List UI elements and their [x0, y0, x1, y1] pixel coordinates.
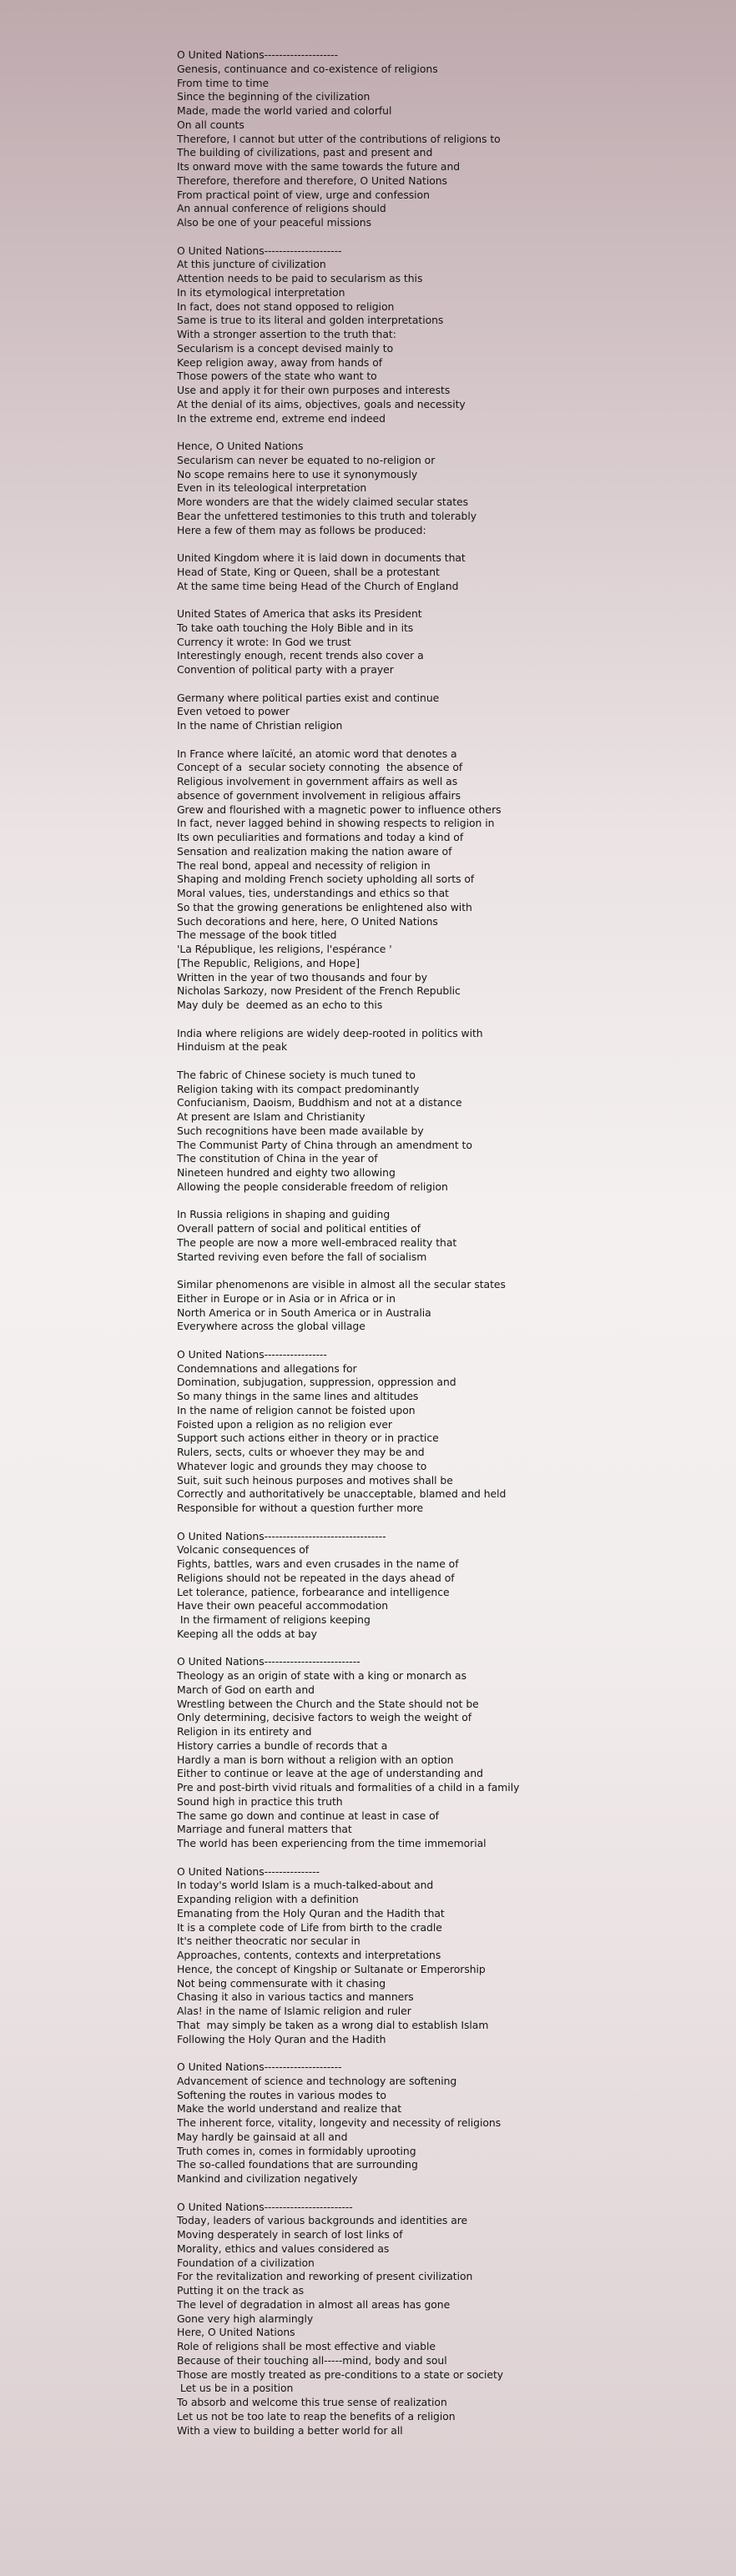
- poem-line: Whatever logic and grounds they may choose to: [177, 1459, 427, 1472]
- poem-line: Correctly and authoritatively be unacceptable, blamed and held: [177, 1487, 507, 1501]
- poem-line: Hardly a man is born without a religion with an option: [177, 1753, 454, 1766]
- poem-line: So many things in the same lines and altitudes: [177, 1390, 419, 1402]
- poem-line: Pre and post-birth vivid rituals and formalities of a child in a family: [177, 1781, 520, 1794]
- poem-line: No scope remains here to use it synonymously: [177, 467, 418, 480]
- poem-line: Since the beginning of the civilization: [177, 90, 371, 103]
- poem-line: Secularism is a concept devised mainly to: [177, 341, 394, 355]
- poem-line: At the denial of its aims, objectives, goals and necessity: [177, 397, 466, 410]
- poem-stanza: [177, 1208, 711, 1264]
- poem-line: O United Nations---------------------: [177, 2060, 342, 2073]
- poem-line: Responsible for without a question further more: [177, 1502, 424, 1514]
- poem-line: At the same time being Head of the Church of England: [177, 579, 459, 592]
- poem-line: Interestingly enough, recent trends also cover a: [177, 649, 424, 662]
- poem-line: Those powers of the state who want to: [177, 370, 377, 383]
- poem-line: Let tolerance, patience, forbearance and intelligence: [177, 1585, 450, 1598]
- poem-line: Softening the routes in various modes to: [177, 2088, 386, 2101]
- poem-stanza: [177, 244, 711, 426]
- poem-line: With a stronger assertion to the truth that:: [177, 328, 396, 340]
- poem-line: Moving desperately in search of lost links of: [177, 2228, 403, 2241]
- poem-line: Hence, the concept of Kingship or Sultanate or Emperorship: [177, 1962, 486, 1975]
- poem-line: Putting it on the track as: [177, 2284, 305, 2297]
- poem-line: Suit, suit such heinous purposes and motives shall be: [177, 1473, 453, 1487]
- poem-stanza: [177, 2060, 711, 2186]
- poem-line: Domination, subjugation, suppression, oppression and: [177, 1376, 456, 1389]
- poem-line: Role of religions shall be most effective and viable: [177, 2340, 436, 2352]
- poem-line: Nicholas Sarkozy, now President of the French Republic: [177, 984, 461, 998]
- poem-line: It is a complete code of Life from birth to the cradle: [177, 1920, 442, 1934]
- poem-line: The building of civilizations, past and present and: [177, 146, 433, 159]
- poem-line: O United Nations---------------------: [177, 244, 342, 257]
- poem-line: Therefore, I cannot but utter of the contributions of religions to: [177, 132, 501, 145]
- poem-stanza: [177, 607, 711, 677]
- poem-line: The real bond, appeal and necessity of religion in: [177, 858, 431, 872]
- poem-line: Religions should not be repeated in the days ahead of: [177, 1571, 455, 1584]
- poem-line: Genesis, continuance and co-existence of religions: [177, 62, 438, 75]
- poem-line: Only determining, decisive factors to weigh the weight of: [177, 1711, 472, 1724]
- poem-line: Such decorations and here, here, O United Nations: [177, 914, 438, 928]
- poem-stanza: [177, 1027, 711, 1055]
- poem-line: Wrestling between the Church and the State should not be: [177, 1697, 479, 1710]
- poem-line: Therefore, therefore and therefore, O United Nations: [177, 174, 447, 187]
- poem-line: United Kingdom where it is laid down in documents that: [177, 551, 466, 564]
- poem-line: 'La République, les religions, l'espérance ': [177, 943, 392, 955]
- poem-stanza: [177, 692, 711, 733]
- poem-line: Grew and flourished with a magnetic power to influence others: [177, 802, 502, 816]
- poem-line: In the name of religion cannot be foisted upon: [177, 1403, 416, 1416]
- poem-line: The message of the book titled: [177, 928, 337, 942]
- poem-stanza: [177, 2201, 711, 2438]
- poem-line: Following the Holy Quran and the Hadith: [177, 2032, 386, 2045]
- poem-line: Its onward move with the same towards the future and: [177, 160, 461, 173]
- poem-line: O United Nations--------------------------: [177, 1655, 360, 1668]
- poem-line: Make the world understand and realize that: [177, 2102, 402, 2116]
- poem-line: Have their own peaceful accommodation: [177, 1599, 389, 1613]
- poem-stanza: [177, 1865, 711, 2047]
- poem-line: Overall pattern of social and political entities of: [177, 1222, 421, 1235]
- poem-line: Religion taking with its compact predominantly: [177, 1082, 420, 1095]
- poem-line: At present are Islam and Christianity: [177, 1110, 365, 1123]
- poem-line: Advancement of science and technology are softening: [177, 2074, 457, 2087]
- poem-line: O United Nations---------------------------------: [177, 1529, 386, 1542]
- poem-line: At this juncture of civilization: [177, 258, 326, 271]
- poem-line: In Russia religions in shaping and guiding: [177, 1208, 391, 1221]
- poem-line: The so-called foundations that are surrounding: [177, 2158, 418, 2171]
- poem-line: Let us not be too late to reap the benefits of a religion: [177, 2409, 456, 2423]
- poem-line: An annual conference of religions should: [177, 202, 386, 215]
- poem-line: Started reviving even before the fall of socialism: [177, 1250, 427, 1263]
- poem-line: United States of America that asks its President: [177, 607, 422, 620]
- poem-line: Here, O United Nations: [177, 2326, 295, 2339]
- poem-line: Use and apply it for their own purposes and interests: [177, 384, 451, 396]
- poem-line: Foisted upon a religion as no religion ever: [177, 1417, 392, 1431]
- poem-line: The inherent force, vitality, longevity and necessity of religions: [177, 2116, 502, 2129]
- poem-line: Fights, battles, wars and even crusades in the name of: [177, 1557, 459, 1570]
- poem-line: Sensation and realization making the nation aware of: [177, 844, 452, 858]
- poem-line: Foundation of a civilization: [177, 2256, 315, 2269]
- poem-stanza: [177, 48, 711, 230]
- poem-line: O United Nations------------------------: [177, 2200, 353, 2213]
- poem-stanza: [177, 551, 711, 593]
- poem-line: Truth comes in, comes in formidably uprooting: [177, 2144, 416, 2157]
- poem-line: It's neither theocratic nor secular in: [177, 1935, 360, 1948]
- poem-line: Attention needs to be paid to secularism as this: [177, 272, 423, 284]
- poem-body: [177, 48, 711, 2452]
- poem-stanza: [177, 1655, 711, 1851]
- poem-line: Emanating from the Holy Quran and the Hadith that: [177, 1906, 445, 1919]
- poem-line: O United Nations--------------------: [177, 48, 339, 61]
- poem-line: The fabric of Chinese society is much tuned to: [177, 1068, 416, 1081]
- poem-line: O United Nations---------------: [177, 1864, 320, 1878]
- poem-line: Sound high in practice this truth: [177, 1794, 343, 1808]
- poem-line: In France where laïcité, an atomic word that denotes a: [177, 747, 457, 760]
- poem-line: Let us be in a position: [177, 2382, 294, 2395]
- poem-line: Its own peculiarities and formations and today a kind of: [177, 831, 464, 843]
- poem-line: The constitution of China in the year of: [177, 1152, 378, 1165]
- poem-line: In the firmament of religions keeping: [177, 1613, 371, 1626]
- poem-stanza: [177, 747, 711, 1013]
- poem-line: In fact, never lagged behind in showing respects to religion in: [177, 817, 495, 830]
- poem-line: Rulers, sects, cults or whoever they may be and: [177, 1446, 425, 1458]
- poem-line: Here a few of them may as follows be produced:: [177, 523, 426, 536]
- poem-line: Moral values, ties, understandings and ethics so that: [177, 887, 449, 899]
- poem-line: Those are mostly treated as pre-conditions to a state or society: [177, 2367, 504, 2381]
- poem-line: India where religions are widely deep-rooted in politics with: [177, 1026, 483, 1039]
- poem-line: Made, made the world varied and colorful: [177, 104, 392, 117]
- poem-line: The people are now a more well-embraced reality that: [177, 1235, 457, 1249]
- poem-line: More wonders are that the widely claimed secular states: [177, 496, 469, 508]
- poem-line: Confucianism, Daoism, Buddhism and not at a distance: [177, 1096, 462, 1109]
- poem-line: Keeping all the odds at bay: [177, 1627, 317, 1640]
- poem-line: Keep religion away, away from hands of: [177, 355, 383, 369]
- poem-line: Hence, O United Nations: [177, 440, 304, 452]
- poem-line: Approaches, contents, contexts and interpretations: [177, 1949, 441, 1961]
- poem-line: May duly be deemed as an echo to this: [177, 999, 383, 1011]
- poem-line: Either in Europe or in Asia or in Africa or in: [177, 1291, 396, 1305]
- poem-line: Concept of a secular society connoting the absence of: [177, 761, 463, 774]
- poem-line: Mankind and civilization negatively: [177, 2172, 358, 2185]
- poem-line: Expanding religion with a definition: [177, 1893, 359, 1905]
- poem-line: Alas! in the name of Islamic religion and ruler: [177, 2005, 411, 2017]
- poem-line: Condemnations and allegations for: [177, 1361, 357, 1375]
- poem-line: Gone very high alarmingly: [177, 2312, 314, 2325]
- poem-line: Either to continue or leave at the age of understanding and: [177, 1767, 483, 1780]
- poem-line: Volcanic consequences of: [177, 1543, 310, 1557]
- poem-line: Allowing the people considerable freedom of religion: [177, 1180, 448, 1193]
- poem-line: Similar phenomenons are visible in almost all the secular states: [177, 1278, 506, 1291]
- poem-line: The world has been experiencing from the time immemorial: [177, 1837, 486, 1849]
- poem-line: For the revitalization and reworking of present civilization: [177, 2270, 473, 2283]
- poem-line: Not being commensurate with it chasing: [177, 1976, 386, 1990]
- poem-line: Head of State, King or Queen, shall be a protestant: [177, 565, 440, 578]
- poem-line: Today, leaders of various backgrounds and identities are: [177, 2214, 468, 2227]
- poem-line: Marriage and funeral matters that: [177, 1823, 352, 1836]
- poem-stanza: [177, 1278, 711, 1334]
- poem-line: Written in the year of two thousands and four by: [177, 970, 428, 984]
- poem-line: Because of their touching all-----mind, body and soul: [177, 2353, 447, 2367]
- poem-line: Support such actions either in theory or in practice: [177, 1431, 439, 1445]
- poem-line: Hinduism at the peak: [177, 1040, 288, 1054]
- poem-line: Everywhere across the global village: [177, 1320, 365, 1333]
- poem-line: To absorb and welcome this true sense of realization: [177, 2396, 447, 2408]
- poem-line: O United Nations-----------------: [177, 1347, 327, 1361]
- poem-line: May hardly be gainsaid at all and: [177, 2130, 348, 2143]
- poem-line: March of God on earth and: [177, 1683, 315, 1696]
- poem-line: Theology as an origin of state with a king or monarch as: [177, 1669, 466, 1682]
- poem-line: Even in its teleological interpretation: [177, 481, 367, 495]
- poem-line: Such recognitions have been made available by: [177, 1124, 424, 1137]
- poem-stanza: [177, 1530, 711, 1642]
- poem-line: From time to time: [177, 76, 270, 89]
- poem-stanza: [177, 1069, 711, 1195]
- poem-line: Even vetoed to power: [177, 705, 290, 718]
- poem-line: In the extreme end, extreme end indeed: [177, 411, 386, 425]
- poem-line: The Communist Party of China through an amendment to: [177, 1138, 472, 1151]
- poem-stanza: [177, 1348, 711, 1516]
- poem-line: Bear the unfettered testimonies to this truth and tolerably: [177, 509, 477, 522]
- poem-line: Chasing it also in various tactics and manners: [177, 1990, 414, 2004]
- poem-line: In today's world Islam is a much-talked-about and: [177, 1879, 434, 1892]
- poem-line: In its etymological interpretation: [177, 285, 345, 299]
- poem-line: History carries a bundle of records that a: [177, 1738, 388, 1752]
- poem-line: In fact, does not stand opposed to religion: [177, 299, 395, 313]
- poem-line: Also be one of your peaceful missions: [177, 216, 372, 229]
- poem-line: From practical point of view, urge and confession: [177, 188, 430, 201]
- poem-line: In the name of Christian religion: [177, 719, 343, 732]
- poem-stanza: [177, 440, 711, 537]
- poem-line: Secularism can never be equated to no-religion or: [177, 453, 436, 466]
- poem-line: Morality, ethics and values considered as: [177, 2241, 390, 2255]
- poem-line: To take oath touching the Holy Bible and in its: [177, 621, 414, 634]
- poem-line: Nineteen hundred and eighty two allowing: [177, 1166, 396, 1179]
- poem-line: On all counts: [177, 118, 244, 131]
- poem-line: Shaping and molding French society upholding all sorts of: [177, 873, 475, 886]
- poem-line: Religious involvement in government affairs as well as: [177, 775, 458, 787]
- poem-line: absence of government involvement in religious affairs: [177, 788, 461, 802]
- poem-line: So that the growing generations be enlightened also with: [177, 900, 472, 913]
- poem-line: Religion in its entirety and: [177, 1725, 312, 1738]
- poem-line: The level of degradation in almost all areas has gone: [177, 2297, 451, 2311]
- poem-line: Germany where political parties exist and continue: [177, 691, 440, 704]
- poem-line: North America or in South America or in Australia: [177, 1306, 431, 1319]
- poem-line: With a view to building a better world for all: [177, 2423, 403, 2437]
- poem-line: Convention of political party with a prayer: [177, 663, 394, 676]
- poem-line: Currency it wrote: In God we trust: [177, 635, 351, 648]
- poem-line: [The Republic, Religions, and Hope]: [177, 956, 360, 969]
- poem-line: That may simply be taken as a wrong dial to establish Islam: [177, 2018, 489, 2031]
- poem-line: Same is true to its literal and golden interpretations: [177, 314, 444, 327]
- poem-line: The same go down and continue at least in case of: [177, 1809, 439, 1822]
